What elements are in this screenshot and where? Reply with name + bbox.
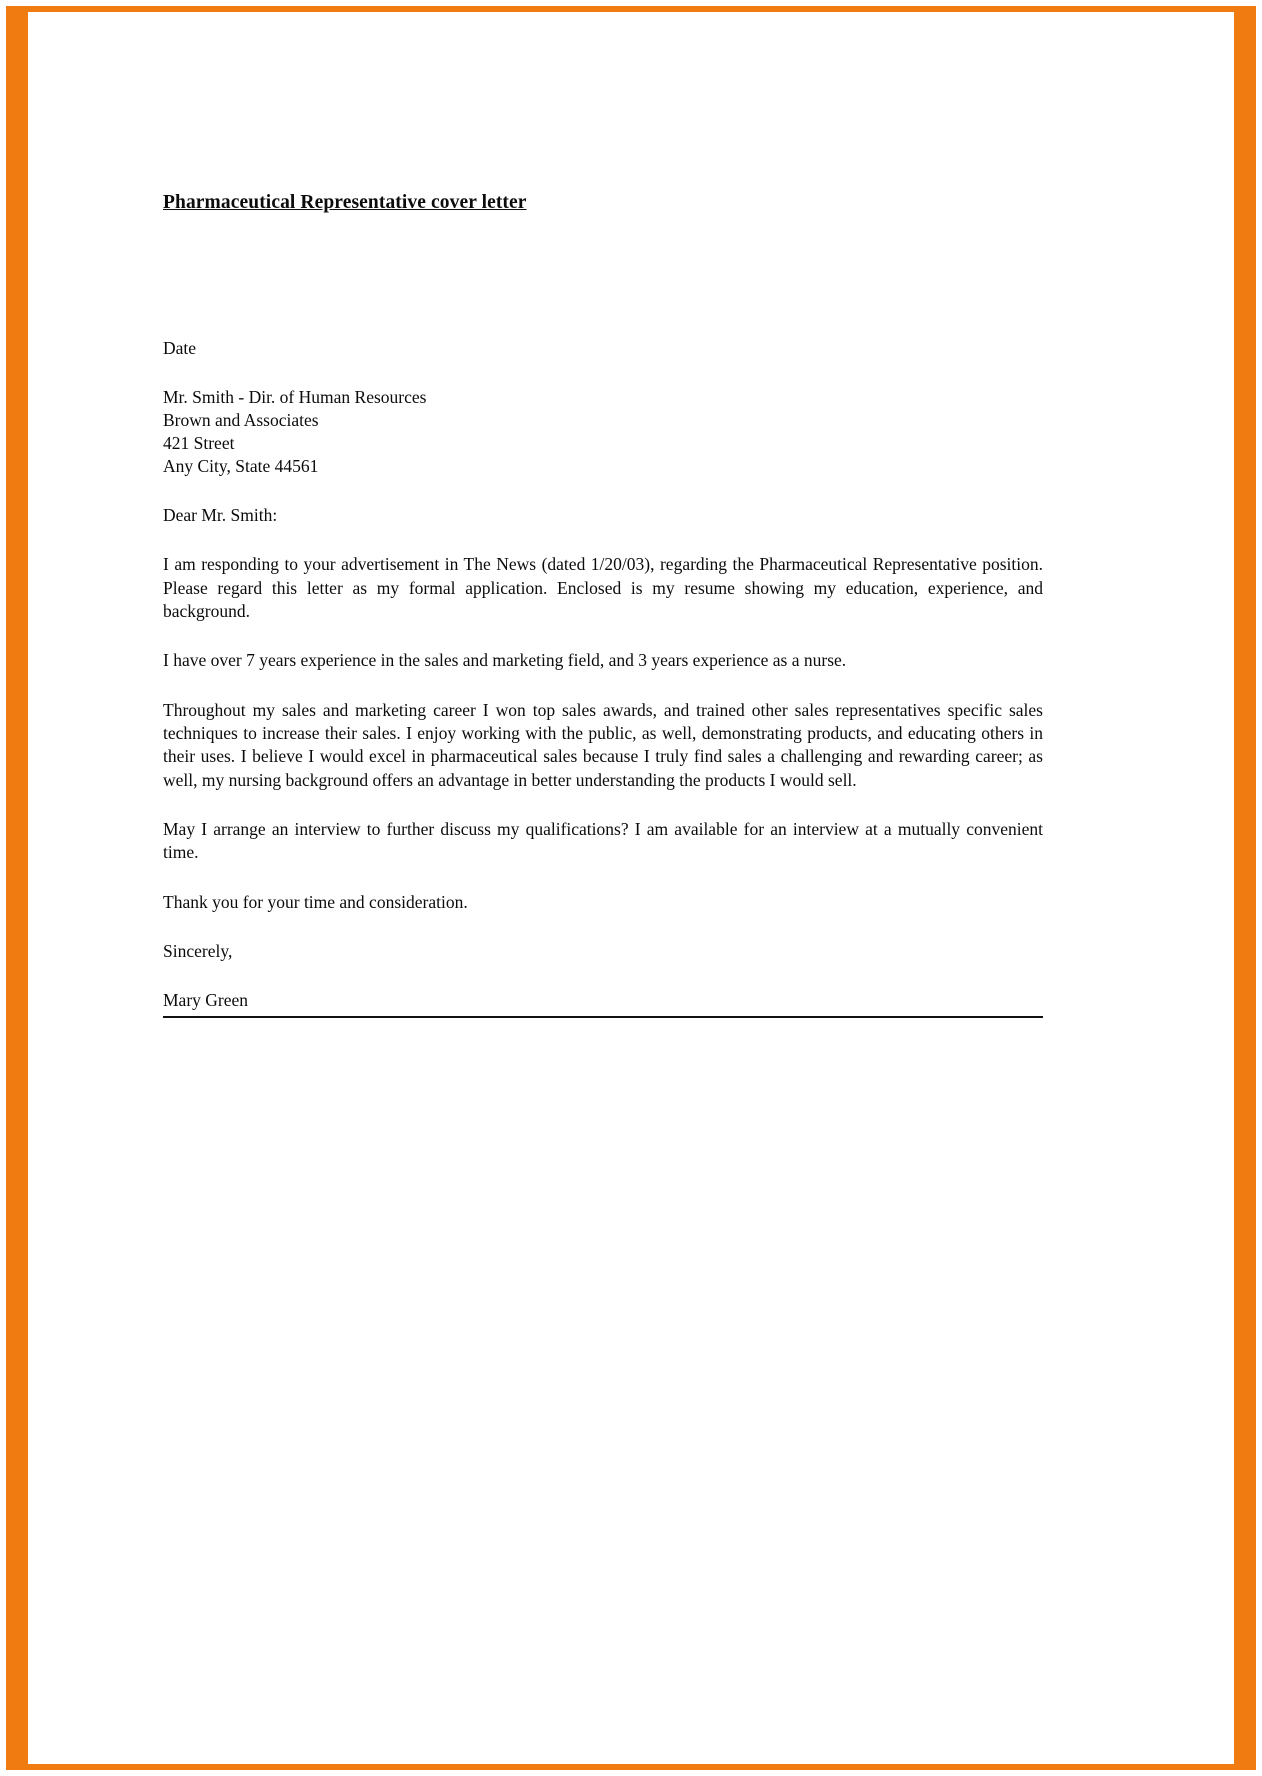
recipient-city-state-zip: Any City, State 44561 xyxy=(163,456,319,477)
spacer-after-salutation xyxy=(163,527,1043,553)
page-title: Pharmaceutical Representative cover letter xyxy=(163,192,527,213)
recipient-name-line: Mr. Smith - Dir. of Human Resources xyxy=(163,387,427,408)
recipient-company: Brown and Associates xyxy=(163,410,319,431)
spacer-para-4-5 xyxy=(163,865,1043,891)
body-paragraph-4: May I arrange an interview to further discuss my qualifications? I am available for an interview at a mutually convenient time. xyxy=(163,819,1043,863)
spacer-para-1-2 xyxy=(163,623,1043,649)
spacer-after-address xyxy=(163,478,1043,504)
recipient-street: 421 Street xyxy=(163,433,235,454)
signature-name: Mary Green xyxy=(163,989,249,1010)
spacer-para-2-3 xyxy=(163,673,1043,699)
closing-line: Sincerely, xyxy=(163,941,233,962)
letter-content xyxy=(163,190,1043,1018)
salutation: Dear Mr. Smith: xyxy=(163,505,278,526)
spacer-para-3-4 xyxy=(163,792,1043,818)
body-paragraph-1: I am responding to your advertisement in The News (dated 1/20/03), regarding the Pharmaceutical Representative position. Please regard this letter as my formal application. Enclosed is my resume showing my education, experience, and background. xyxy=(163,554,1043,621)
recipient-address-block xyxy=(163,386,1043,478)
body-paragraph-2: I have over 7 years experience in the sales and marketing field, and 3 years experience as a nurse. xyxy=(163,650,847,671)
title-spacer xyxy=(163,215,1043,337)
spacer-before-closing xyxy=(163,914,1043,940)
body-paragraph-3: Throughout my sales and marketing career I won top sales awards, and trained other sales representatives specific sales techniques to increase their sales. I enjoy working with the public, as well, demonstrating products, and educating others in their uses. I believe I would excel in pharmaceutical sales because I truly find sales a challenging and rewarding career; as well, my nursing background offers an advantage in better understanding the products I would sell. xyxy=(163,699,1043,790)
date-placeholder: Date xyxy=(163,338,197,359)
body-paragraph-5: Thank you for your time and consideration. xyxy=(163,891,468,912)
spacer-after-date xyxy=(163,360,1043,386)
document-page xyxy=(28,12,1234,1764)
signature-space xyxy=(163,963,1043,989)
horizontal-rule xyxy=(163,1016,1043,1018)
